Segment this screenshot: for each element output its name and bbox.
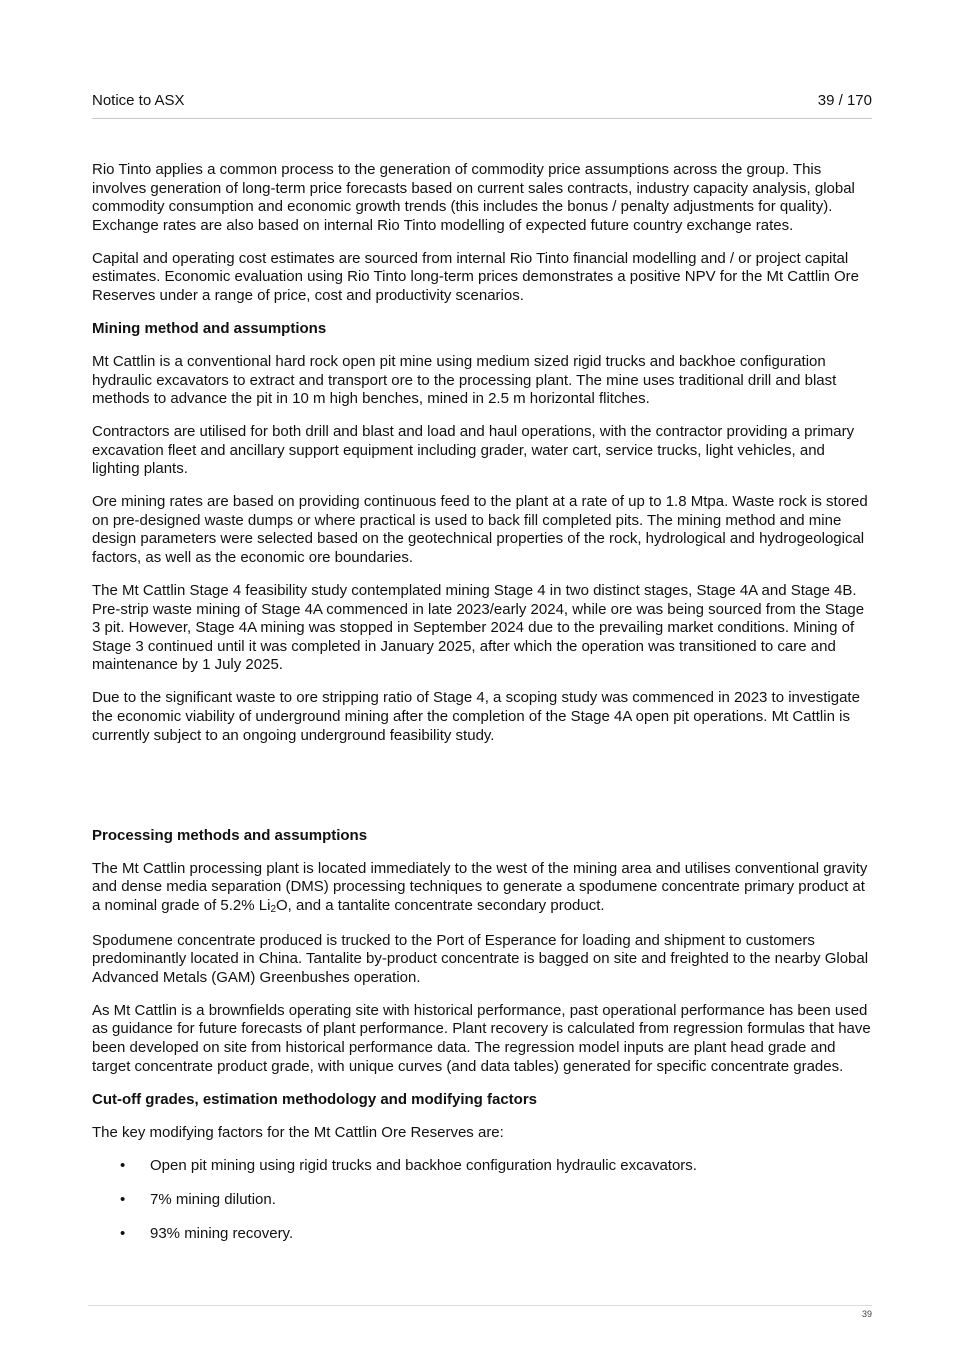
paragraph-mine-description: Mt Cattlin is a conventional hard rock open pit mine using medium sized rigid trucks and backhoe configuration hydraulic excavators to extract and transport ore to the processing plant. The mine uses traditional drill and blast methods to advance the pit in 10 m high benches, mined in 2.5 m horizontal flitches. (92, 352, 837, 408)
heading-processing-methods: Processing methods and assumptions (92, 826, 368, 844)
document-title: Notice to ASX (92, 92, 185, 109)
section-spacer (92, 760, 872, 827)
page-indicator: 39 / 170 (817, 92, 872, 109)
list-item (92, 1191, 872, 1210)
list-item-text: 7% mining dilution. (150, 1190, 276, 1208)
paragraph-processing-plant (92, 860, 872, 918)
page-footer (88, 1305, 872, 1319)
modifying-factors-list (92, 1157, 872, 1244)
paragraph-cost-estimates: Capital and operating cost estimates are sourced from internal Rio Tinto financial modelling and / or project capital estimates. Economic evaluation using Rio Tinto long-term prices demonstrates a positive NPV for the Mt Cattlin Ore Reserves under a range of price, cost and productivity scenarios. (92, 249, 859, 304)
document-body (92, 161, 872, 1259)
paragraph-contractors: Contractors are utilised for both drill and blast and load and haul operations, with the contractor providing a primary excavation fleet and ancillary support equipment including grader, water cart, service trucks, light vehicles, and lighting plants. (92, 423, 855, 478)
page-header (92, 92, 872, 119)
paragraph-mining-rates: Ore mining rates are based on providing continuous feed to the plant at a rate of up to 1.8 Mtpa. Waste rock is stored on pre-designed waste dumps or where practical is used to back fill completed pits. The mining method and mine design parameters were selected based on the geotechnical properties of the rock, hydrological and hydrogeological factors, as well as the economic ore boundaries. (92, 493, 868, 567)
paragraph-underground-study: Due to the significant waste to ore stripping ratio of Stage 4, a scoping study was commenced in 2023 to investigate the economic viability of underground mining after the completion of the Stage 4A open pit operations. Mt Cattlin is currently subject to an ongoing underground feasibility study. (92, 689, 860, 744)
list-item-text: 93% mining recovery. (150, 1225, 294, 1242)
bullet-icon: • (120, 1225, 126, 1242)
list-item (92, 1157, 872, 1176)
list-item (92, 1225, 872, 1244)
paragraph-stage-4: The Mt Cattlin Stage 4 feasibility study contemplated mining Stage 4 in two distinct stages, Stage 4A and Stage 4B. Pre-strip waste mining of Stage 4A commenced in late 2023/early 2024, while ore was being sourced from the Stage 3 pit. However, Stage 4A mining was stopped in September 2024 due to the prevailing market conditions. Mining of Stage 3 continued until it was completed in January 2025, after which the operation was transitioned to care and maintenance by 1 July 2025. (92, 582, 865, 674)
subscript-2: 2 (270, 903, 277, 915)
list-item-text: Open pit mining using rigid trucks and backhoe configuration hydraulic excavators. (150, 1156, 697, 1174)
paragraph-plant-recovery: As Mt Cattlin is a brownfields operating site with historical performance, past operational performance has been used as guidance for future forecasts of plant performance. Plant recovery is calculated from regression formulas that have been developed on site from historical performance data. The regression model inputs are plant head grade and target concentrate product grade, with unique curves (and data tables) generated for specific concentrate grades. (92, 1001, 871, 1075)
processing-text-end: O, and a tantalite concentrate secondary product. (276, 896, 605, 914)
paragraph-modifying-factors-intro: The key modifying factors for the Mt Cattlin Ore Reserves are: (92, 1123, 504, 1141)
bullet-icon: • (120, 1190, 126, 1208)
footer-page-number: 39 (861, 1309, 872, 1319)
processing-text-start: The Mt Cattlin processing plant is located immediately to the west of the mining area and utilises conventional gravity and dense media separation (DMS) processing techniques to generate a spodumene concentrate primary product at a nominal grade of 5.2% Li (92, 859, 868, 914)
paragraph-concentrate-transport: Spodumene concentrate produced is trucked to the Port of Esperance for loading and shipment to customers predominantly located in China. Tantalite by-product concentrate is bagged on site and freighted to the nearby Global Advanced Metals (GAM) Greenbushes operation. (92, 931, 869, 986)
paragraph-price-assumptions: Rio Tinto applies a common process to the generation of commodity price assumptions across the group. This involves generation of long-term price forecasts based on current sales contracts, industry capacity analysis, global commodity consumption and economic growth trends (this includes the bonus / penalty adjustments for quality). Exchange rates are also based on internal Rio Tinto modelling of expected future country exchange rates. (92, 161, 855, 234)
heading-cutoff-grades: Cut-off grades, estimation methodology and modifying factors (92, 1090, 538, 1108)
bullet-icon: • (120, 1156, 126, 1174)
heading-mining-method: Mining method and assumptions (92, 319, 327, 337)
